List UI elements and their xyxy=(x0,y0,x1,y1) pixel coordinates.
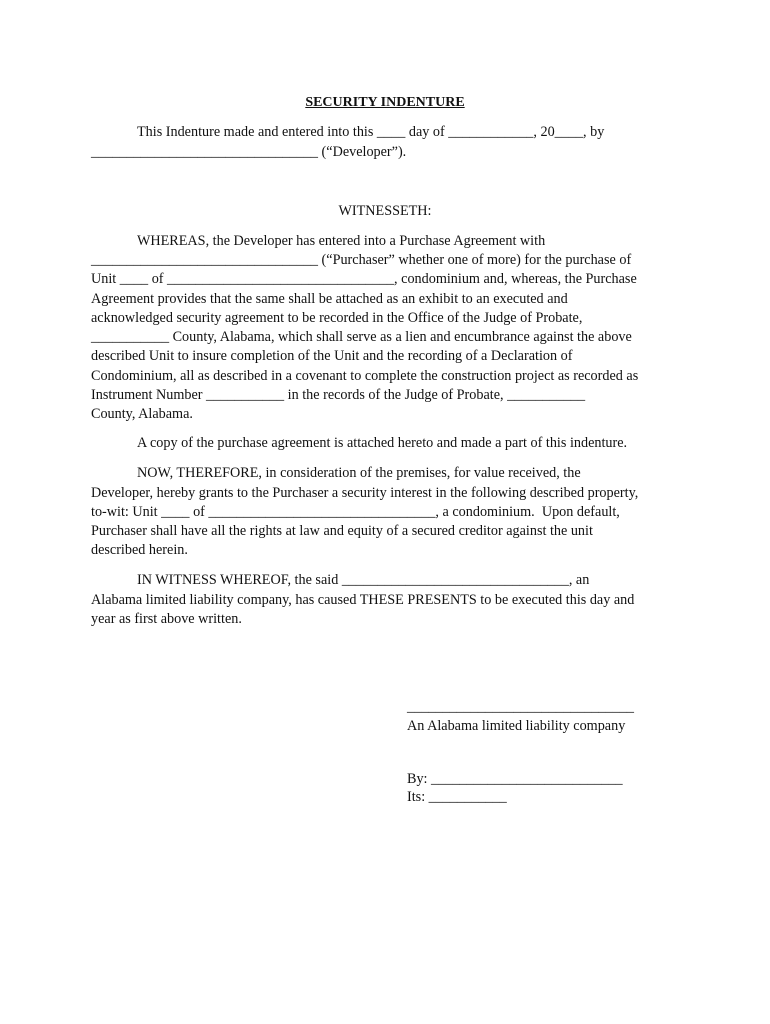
whereas-line-6: ___________ County, Alabama, which shall serve as a lien and encumbrance against the above xyxy=(91,329,632,345)
whereas-line-1: WHEREAS, the Developer has entered into a Purchase Agreement with xyxy=(137,233,546,249)
now-therefore-line-3: to-wit: Unit ____ of ________________________________, a condominium. Upon default, xyxy=(91,504,620,520)
signature-by: By: ___________________________ xyxy=(407,771,623,787)
whereas-line-7: described Unit to insure completion of the Unit and the recording of a Declaration of xyxy=(91,348,573,364)
whereas-line-10: County, Alabama. xyxy=(91,406,193,422)
whereas-line-9: Instrument Number ___________ in the records of the Judge of Probate, ___________ xyxy=(91,387,586,403)
whereas-line-3: Unit ____ of ________________________________, condominium and, whereas, the Purchase xyxy=(91,271,637,287)
now-therefore-line-4: Purchaser shall have all the rights at law and equity of a secured creditor against the unit xyxy=(91,523,593,539)
document-title: SECURITY INDENTURE xyxy=(305,95,465,110)
whereas-line-2: ________________________________ (“Purchaser” whether one of more) for the purchase of xyxy=(91,252,632,268)
now-therefore-line-1: NOW, THEREFORE, in consideration of the premises, for value received, the xyxy=(137,465,581,481)
intro-line-1: This Indenture made and entered into this ____ day of ____________, 20____, by xyxy=(137,124,605,140)
in-witness-line-3: year as first above written. xyxy=(91,611,242,627)
witnesseth-heading: WITNESSETH: xyxy=(338,203,432,219)
in-witness-line-1: IN WITNESS WHEREOF, the said ________________________________, an xyxy=(137,572,590,588)
copy-paragraph: A copy of the purchase agreement is attached hereto and made a part of this indenture. xyxy=(137,435,628,451)
whereas-line-8: Condominium, all as described in a covenant to complete the construction project as recorded as xyxy=(91,368,639,384)
now-therefore-line-5: described herein. xyxy=(91,542,188,558)
signature-its: Its: ___________ xyxy=(407,789,507,805)
now-therefore-line-2: Developer, hereby grants to the Purchaser a security interest in the following described property, xyxy=(91,485,639,501)
whereas-line-4: Agreement provides that the same shall be attached as an exhibit to an executed and xyxy=(91,291,568,307)
signature-line: ________________________________ xyxy=(407,699,634,715)
signature-company: An Alabama limited liability company xyxy=(407,718,626,734)
intro-line-2: ________________________________ (“Developer”). xyxy=(91,144,407,160)
in-witness-line-2: Alabama limited liability company, has caused THESE PRESENTS to be executed this day and xyxy=(91,592,635,608)
whereas-line-5: acknowledged security agreement to be recorded in the Office of the Judge of Probate, xyxy=(91,310,583,326)
